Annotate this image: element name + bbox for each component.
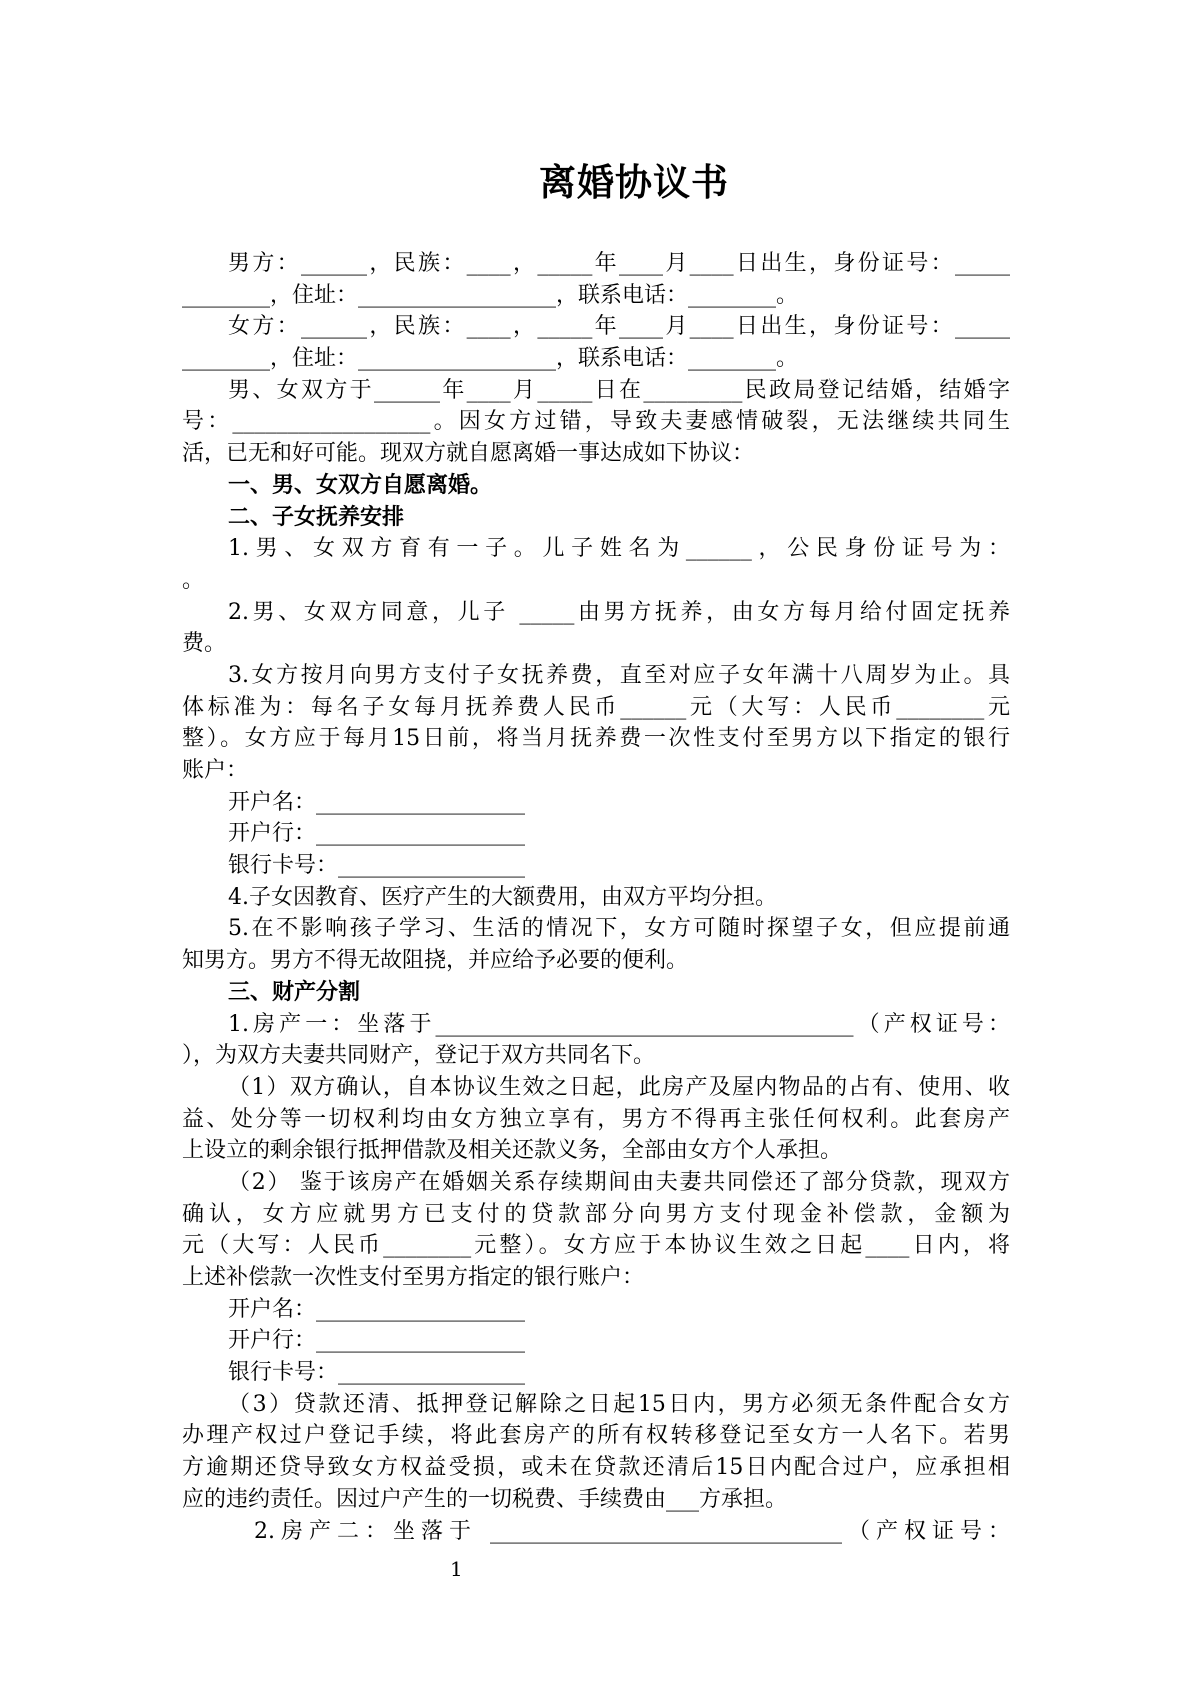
- document-line: 上设立的剩余银行抵押借款及相关还款义务，全部由女方个人承担。: [182, 1138, 843, 1164]
- document-line: 益、处分等一切权利均由女方独立享有，男方不得再主张任何权利。此套房产: [182, 1106, 1010, 1132]
- section-heading-line: 一、男、女双方自愿离婚。: [228, 471, 493, 498]
- document-line: 开户行：___________________: [228, 821, 526, 847]
- document-line: 知男方。男方不得无故阻挠，并应给予必要的便利。: [182, 948, 689, 974]
- document-line: 上述补偿款一次性支付至男方指定的银行账户：: [182, 1265, 645, 1290]
- section-heading-line: 二、子女抚养安排: [228, 503, 405, 530]
- document-line: 银行卡号：_________________: [228, 853, 526, 879]
- document-line: 元（大写：人民币________元整）。女方应于本协议生效之日起____日内，将: [182, 1233, 1010, 1259]
- document-line: ），为双方夫妻共同财产，登记于双方共同名下。: [182, 1043, 656, 1069]
- document-line: 1.房产一：坐落于______________________________________（产权证号：: [228, 1011, 1010, 1037]
- document-line: 应的违约责任。因过户产生的一切税费、手续费由___方承担。: [182, 1486, 788, 1512]
- document-line: 开户行：___________________: [228, 1328, 526, 1354]
- document-line: 2.房产二：坐落于 ________________________________（产权证号：: [254, 1518, 1010, 1544]
- document-line: 。: [182, 567, 205, 593]
- document-line: 3.女方按月向男方支付子女抚养费，直至对应子女年满十八周岁为止。具: [228, 662, 1010, 688]
- document-line: 开户名：___________________: [228, 789, 526, 815]
- document-line: 体标准为：每名子女每月抚养费人民币______元（大写：人民币________元: [182, 694, 1010, 720]
- document-line: ________，住址：__________________，联系电话：________。: [182, 346, 799, 372]
- document-line: 女方：______，民族：____，_____年____月____日出生，身份证号：_____: [228, 314, 1010, 340]
- document-line: （2） 鉴于该房产在婚姻关系存续期间由夫妻共同偿还了部分贷款，现双方: [228, 1169, 1010, 1195]
- document-line: 活，已无和好可能。现双方就自愿离婚一事达成如下协议：: [182, 441, 755, 467]
- document-line: 号：__________________。因女方过错，导致夫妻感情破裂，无法继续共同生: [182, 409, 1010, 435]
- document-line: 账户：: [182, 758, 249, 783]
- document-title: 离婚协议书: [539, 160, 729, 204]
- document-line: 银行卡号：_________________: [228, 1360, 526, 1386]
- document-line: 整）。女方应于每月15日前，将当月抚养费一次性支付至男方以下指定的银行: [182, 726, 1010, 752]
- document-line: 确认，女方应就男方已支付的贷款部分向男方支付现金补偿款，金额为: [182, 1201, 1010, 1227]
- document-body: [182, 248, 1010, 1547]
- document-line: 方逾期还贷导致女方权益受损，或未在贷款还清后15日内配合过户，应承担相: [182, 1455, 1010, 1481]
- document-line: 2.男、女双方同意，儿子 _____由男方抚养，由女方每月给付固定抚养: [228, 599, 1010, 625]
- document-line: 开户名：___________________: [228, 1296, 526, 1322]
- page-number: 1: [450, 1557, 463, 1581]
- document-line: 男方：______，民族：____，_____年____月____日出生，身份证号：_____: [228, 251, 1010, 276]
- document-line: （1）双方确认，自本协议生效之日起，此房产及屋内物品的占有、使用、收: [228, 1074, 1010, 1100]
- document-line: 办理产权过户登记手续，将此套房产的所有权转移登记至女方一人名下。若男: [182, 1423, 1010, 1449]
- section-heading-line: 三、财产分割: [228, 978, 361, 1005]
- document-line: （3）贷款还清、抵押登记解除之日起15日内，男方必须无条件配合女方: [228, 1391, 1010, 1417]
- document-line: 4.子女因教育、医疗产生的大额费用，由双方平均分担。: [228, 884, 777, 910]
- document-line: 5.在不影响孩子学习、生活的情况下，女方可随时探望子女，但应提前通: [228, 916, 1010, 942]
- document-line: 1.男、女双方育有一子。儿子姓名为______，公民身份证号为：: [228, 536, 1010, 562]
- document-line: 费。: [182, 631, 227, 657]
- document-line: 男、女双方于______年____月_____日在_________民政局登记结婚，结婚字: [228, 377, 1010, 403]
- document-line: ________，住址：__________________，联系电话：________。: [182, 282, 799, 308]
